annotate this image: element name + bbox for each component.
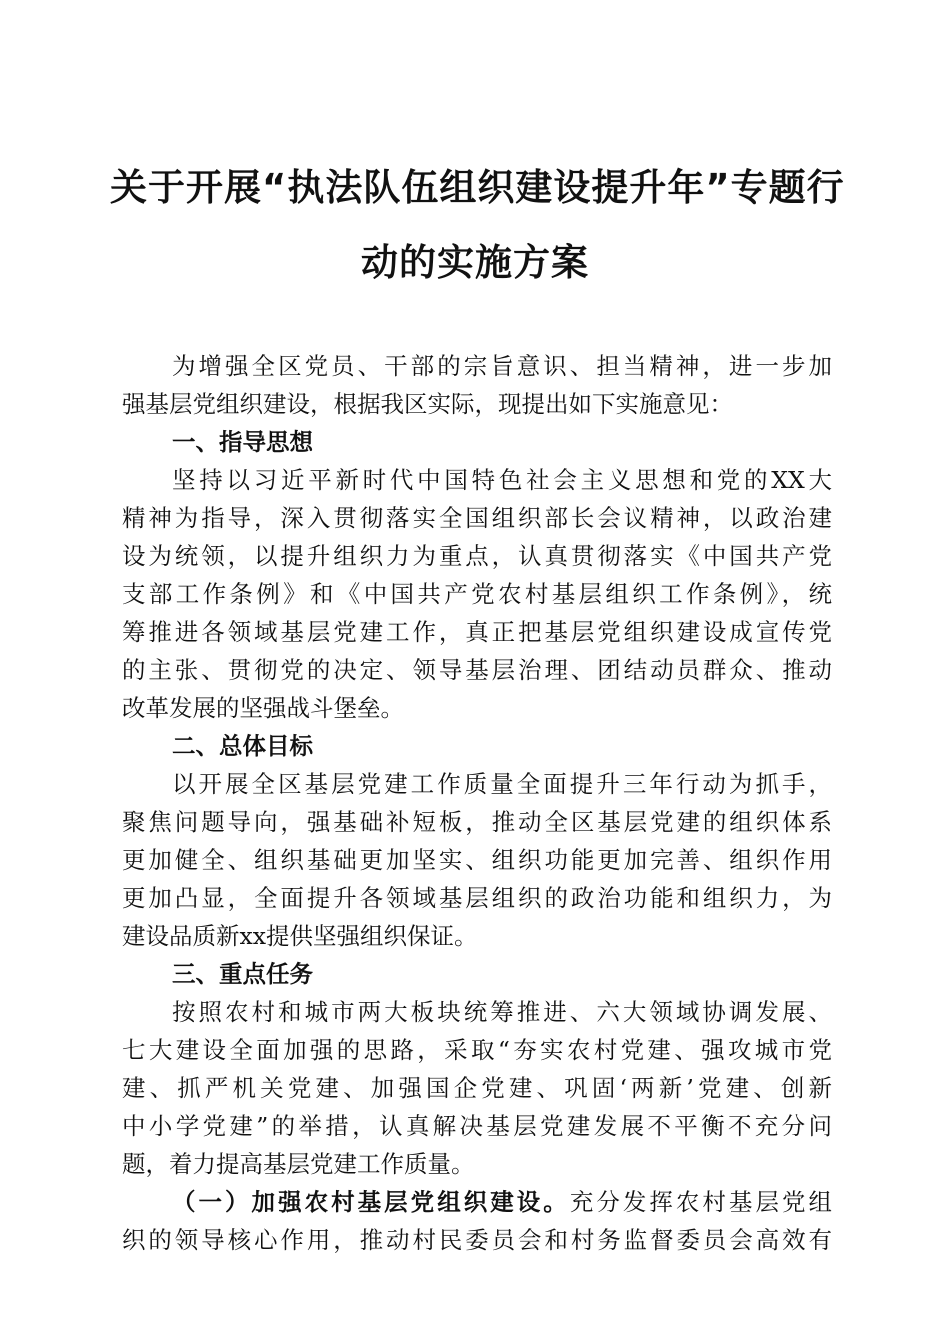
paragraph-line: 建设品质新xx提供坚强组织保证。 xyxy=(122,922,478,950)
paragraph-line: 聚焦问题导向，强基础补短板，推动全区基层党建的组织体系 xyxy=(122,808,832,836)
paragraph-line: 筹推进各领域基层党建工作，真正把基层党组织建设成宣传党 xyxy=(122,618,832,646)
section-heading-guiding-thought: 一、指导思想 xyxy=(172,428,313,456)
document-title-line-1: 关于开展“执法队伍组织建设提升年”专题行 xyxy=(110,166,845,209)
paragraph-line: 按照农村和城市两大板块统筹推进、六大领域协调发展、 xyxy=(172,998,832,1026)
paragraph-line: 更加凸显，全面提升各领域基层组织的政治功能和组织力，为 xyxy=(122,884,832,912)
document-body xyxy=(122,347,832,1259)
intro-line: 为增强全区党员、干部的宗旨意识、担当精神，进一步加 xyxy=(172,352,832,380)
section-heading-overall-goal: 二、总体目标 xyxy=(172,732,313,760)
paragraph-line: 建、抓严机关党建、加强国企党建、巩固‘两新’党建、创新 xyxy=(122,1074,832,1102)
intro-line: 强基层党组织建设，根据我区实际，现提出如下实施意见： xyxy=(122,390,733,418)
document-title-line-2: 动的实施方案 xyxy=(361,241,589,284)
paragraph-line: 坚持以习近平新时代中国特色社会主义思想和党的XX大 xyxy=(172,466,832,494)
paragraph-line: 中小学党建”的举措，认真解决基层党建发展不平衡不充分问 xyxy=(122,1112,832,1140)
subsection-text: 充分发挥农村基层党组 xyxy=(569,1188,832,1216)
paragraph-line: 织的领导核心作用，推动村民委员会和村务监督委员会高效有 xyxy=(122,1226,832,1254)
subsection-first-line xyxy=(122,1183,832,1221)
paragraph-line: 更加健全、组织基础更加坚实、组织功能更加完善、组织作用 xyxy=(122,846,832,874)
paragraph-line: 精神为指导，深入贯彻落实全国组织部长会议精神，以政治建 xyxy=(122,504,832,532)
subsection-heading-rural-party: （一）加强农村基层党组织建设。 xyxy=(172,1188,570,1216)
paragraph-line: 的主张、贯彻党的决定、领导基层治理、团结动员群众、推动 xyxy=(122,656,832,684)
paragraph-line: 七大建设全面加强的思路，采取“夯实农村党建、强攻城市党 xyxy=(122,1036,832,1064)
paragraph-line: 设为统领，以提升组织力为重点，认真贯彻落实《中国共产党 xyxy=(122,542,832,570)
paragraph-line: 支部工作条例》和《中国共产党农村基层组织工作条例》，统 xyxy=(122,580,832,608)
paragraph-line: 题，着力提高基层党建工作质量。 xyxy=(122,1150,475,1178)
paragraph-line: 以开展全区基层党建工作质量全面提升三年行动为抓手， xyxy=(172,770,832,798)
paragraph-line: 改革发展的坚强战斗堡垒。 xyxy=(122,694,404,722)
section-heading-key-tasks: 三、重点任务 xyxy=(172,960,313,988)
